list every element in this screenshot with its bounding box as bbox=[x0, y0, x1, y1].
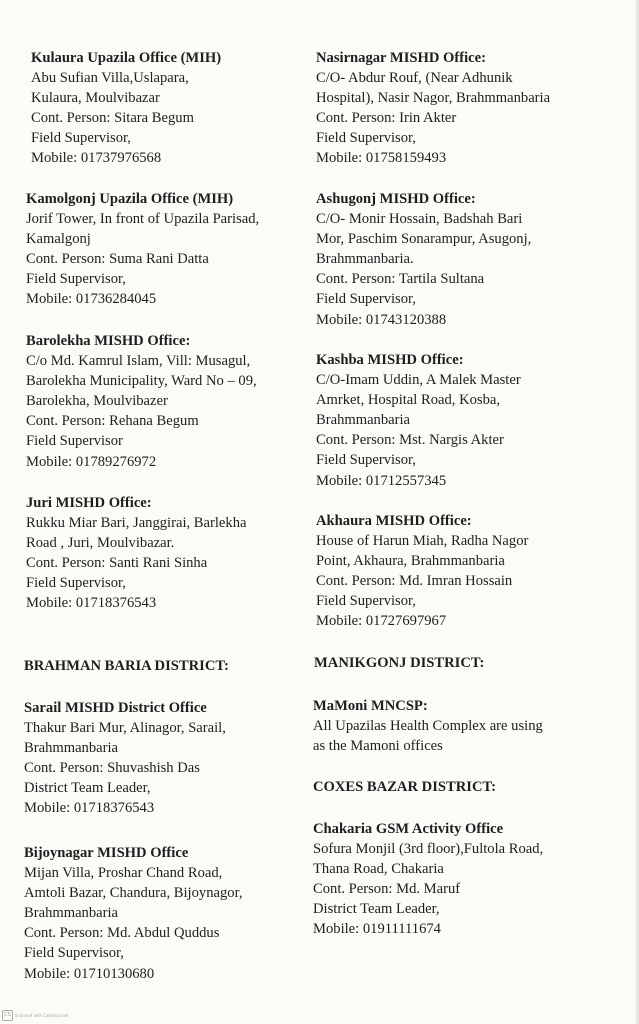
office-detail-line: Field Supervisor bbox=[26, 433, 123, 450]
office-detail-line: Thakur Bari Mur, Alinagor, Sarail, bbox=[24, 720, 226, 737]
office-detail-line: Mobile: 01743120388 bbox=[316, 311, 447, 328]
office-title: Nasirnagar MISHD Office: bbox=[316, 50, 486, 66]
office-detail-line: Brahmmanbaria bbox=[24, 740, 119, 757]
office-detail-line: Cont. Person: Irin Akter bbox=[316, 110, 457, 127]
district-heading-brahmanbaria: BRAHMAN BARIA DISTRICT: bbox=[24, 658, 229, 674]
office-detail-line: Mobile: 01727697967 bbox=[316, 613, 447, 630]
office-detail-line: Cont. Person: Tartila Sultana bbox=[316, 271, 485, 288]
office-title: Kulaura Upazila Office (MIH) bbox=[31, 50, 222, 66]
office-block bbox=[31, 48, 221, 169]
office-block bbox=[316, 48, 550, 169]
office-detail-line: Kamalgonj bbox=[26, 231, 91, 248]
office-detail-line: All Upazilas Health Complex are using bbox=[313, 718, 543, 735]
office-block bbox=[24, 843, 243, 984]
office-detail-line: Field Supervisor, bbox=[26, 575, 126, 592]
office-detail-line: Point, Akhaura, Brahmmanbaria bbox=[316, 553, 505, 570]
office-detail-line: Field Supervisor, bbox=[316, 291, 416, 308]
office-detail-line: Field Supervisor, bbox=[316, 130, 416, 147]
district-heading-coxes-bazar: COXES BAZAR DISTRICT: bbox=[313, 779, 496, 795]
office-title: Kamolgonj Upazila Office (MIH) bbox=[26, 191, 234, 207]
office-detail-line: Mobile: 01911111674 bbox=[313, 921, 441, 938]
office-detail-line: C/O- Monir Hossain, Badshah Bari bbox=[316, 211, 523, 228]
office-detail-line: Brahmmanbaria bbox=[24, 905, 119, 922]
office-title: Sarail MISHD District Office bbox=[24, 700, 207, 716]
office-block bbox=[313, 819, 543, 940]
office-detail-line: C/O-Imam Uddin, A Malek Master bbox=[316, 372, 521, 389]
office-detail-line: Mobile: 01712557345 bbox=[316, 472, 447, 489]
office-block bbox=[26, 189, 259, 310]
office-block bbox=[26, 331, 257, 472]
office-detail-line: Mijan Villa, Proshar Chand Road, bbox=[24, 865, 223, 882]
office-detail-line: Cont. Person: Md. Maruf bbox=[313, 881, 461, 898]
office-detail-line: Mobile: 01718376543 bbox=[26, 595, 157, 612]
office-detail-line: Cont. Person: Mst. Nargis Akter bbox=[316, 432, 504, 449]
office-detail-line: Cont. Person: Suma Rani Datta bbox=[26, 251, 209, 268]
office-detail-line: District Team Leader, bbox=[313, 901, 440, 918]
office-title: Chakaria GSM Activity Office bbox=[313, 821, 504, 837]
office-block bbox=[316, 189, 531, 330]
office-detail-line: Mobile: 01789276972 bbox=[26, 453, 157, 470]
office-title: Kashba MISHD Office: bbox=[316, 352, 464, 368]
office-block bbox=[316, 350, 521, 491]
office-title: MaMoni MNCSP: bbox=[313, 698, 428, 714]
office-detail-line: Field Supervisor, bbox=[31, 130, 131, 147]
watermark-text: Scanned with CamScanner bbox=[15, 1013, 69, 1018]
office-title: Akhaura MISHD Office: bbox=[316, 513, 472, 529]
office-detail-line: District Team Leader, bbox=[24, 780, 151, 797]
office-detail-line: Mobile: 01710130680 bbox=[24, 965, 155, 982]
scanner-watermark bbox=[2, 1010, 69, 1021]
office-detail-line: Cont. Person: Md. Abdul Quddus bbox=[24, 925, 220, 942]
office-detail-line: Thana Road, Chakaria bbox=[313, 861, 444, 878]
office-detail-line: Brahmmanbaria bbox=[316, 412, 411, 429]
office-detail-line: Barolekha, Moulvibazer bbox=[26, 393, 168, 410]
district-heading-manikgonj: MANIKGONJ DISTRICT: bbox=[314, 655, 485, 671]
office-detail-line: House of Harun Miah, Radha Nagor bbox=[316, 533, 529, 550]
office-detail-line: Brahmmanbaria. bbox=[316, 251, 414, 268]
camscanner-icon: CS bbox=[2, 1010, 13, 1021]
office-detail-line: Abu Sufian Villa,Uslapara, bbox=[31, 70, 189, 87]
office-detail-line: C/O- Abdur Rouf, (Near Adhunik bbox=[316, 70, 513, 87]
office-detail-line: Barolekha Municipality, Ward No – 09, bbox=[26, 373, 257, 390]
office-detail-line: Field Supervisor, bbox=[26, 271, 126, 288]
office-block bbox=[26, 493, 246, 614]
office-detail-line: Amtoli Bazar, Chandura, Bijoynagor, bbox=[24, 885, 243, 902]
office-title: Ashugonj MISHD Office: bbox=[316, 191, 476, 207]
office-block bbox=[24, 698, 226, 819]
office-title: Barolekha MISHD Office: bbox=[26, 333, 191, 349]
office-detail-line: Hospital), Nasir Nagor, Brahmmanbaria bbox=[316, 90, 551, 107]
office-detail-line: Cont. Person: Sitara Begum bbox=[31, 110, 194, 127]
office-detail-line: Mobile: 01718376543 bbox=[24, 800, 155, 817]
office-detail-line: Rukku Miar Bari, Janggirai, Barlekha bbox=[26, 515, 247, 532]
office-detail-line: Field Supervisor, bbox=[316, 593, 416, 610]
office-title: Juri MISHD Office: bbox=[26, 495, 152, 511]
office-detail-line: Road , Juri, Moulvibazar. bbox=[26, 535, 175, 552]
office-block bbox=[313, 696, 543, 756]
office-detail-line: Sofura Monjil (3rd floor),Fultola Road, bbox=[313, 841, 544, 858]
office-detail-line: Mobile: 01737976568 bbox=[31, 150, 162, 167]
office-detail-line: Cont. Person: Md. Imran Hossain bbox=[316, 573, 513, 590]
office-detail-line: Field Supervisor, bbox=[316, 452, 416, 469]
office-detail-line: Cont. Person: Shuvashish Das bbox=[24, 760, 200, 777]
office-detail-line: Mobile: 01758159493 bbox=[316, 150, 447, 167]
office-detail-line: Amrket, Hospital Road, Kosba, bbox=[316, 392, 501, 409]
office-detail-line: Cont. Person: Rehana Begum bbox=[26, 413, 199, 430]
office-detail-line: Kulaura, Moulvibazar bbox=[31, 90, 160, 107]
office-detail-line: Cont. Person: Santi Rani Sinha bbox=[26, 555, 208, 572]
office-detail-line: Field Supervisor, bbox=[24, 945, 124, 962]
office-detail-line: C/o Md. Kamrul Islam, Vill: Musagul, bbox=[26, 353, 251, 370]
office-detail-line: Jorif Tower, In front of Upazila Parisad, bbox=[26, 211, 260, 228]
office-block bbox=[316, 511, 528, 632]
office-detail-line: as the Mamoni offices bbox=[313, 738, 443, 755]
office-detail-line: Mobile: 01736284045 bbox=[26, 291, 157, 308]
office-title: Bijoynagar MISHD Office bbox=[24, 845, 189, 861]
office-detail-line: Mor, Paschim Sonarampur, Asugonj, bbox=[316, 231, 532, 248]
